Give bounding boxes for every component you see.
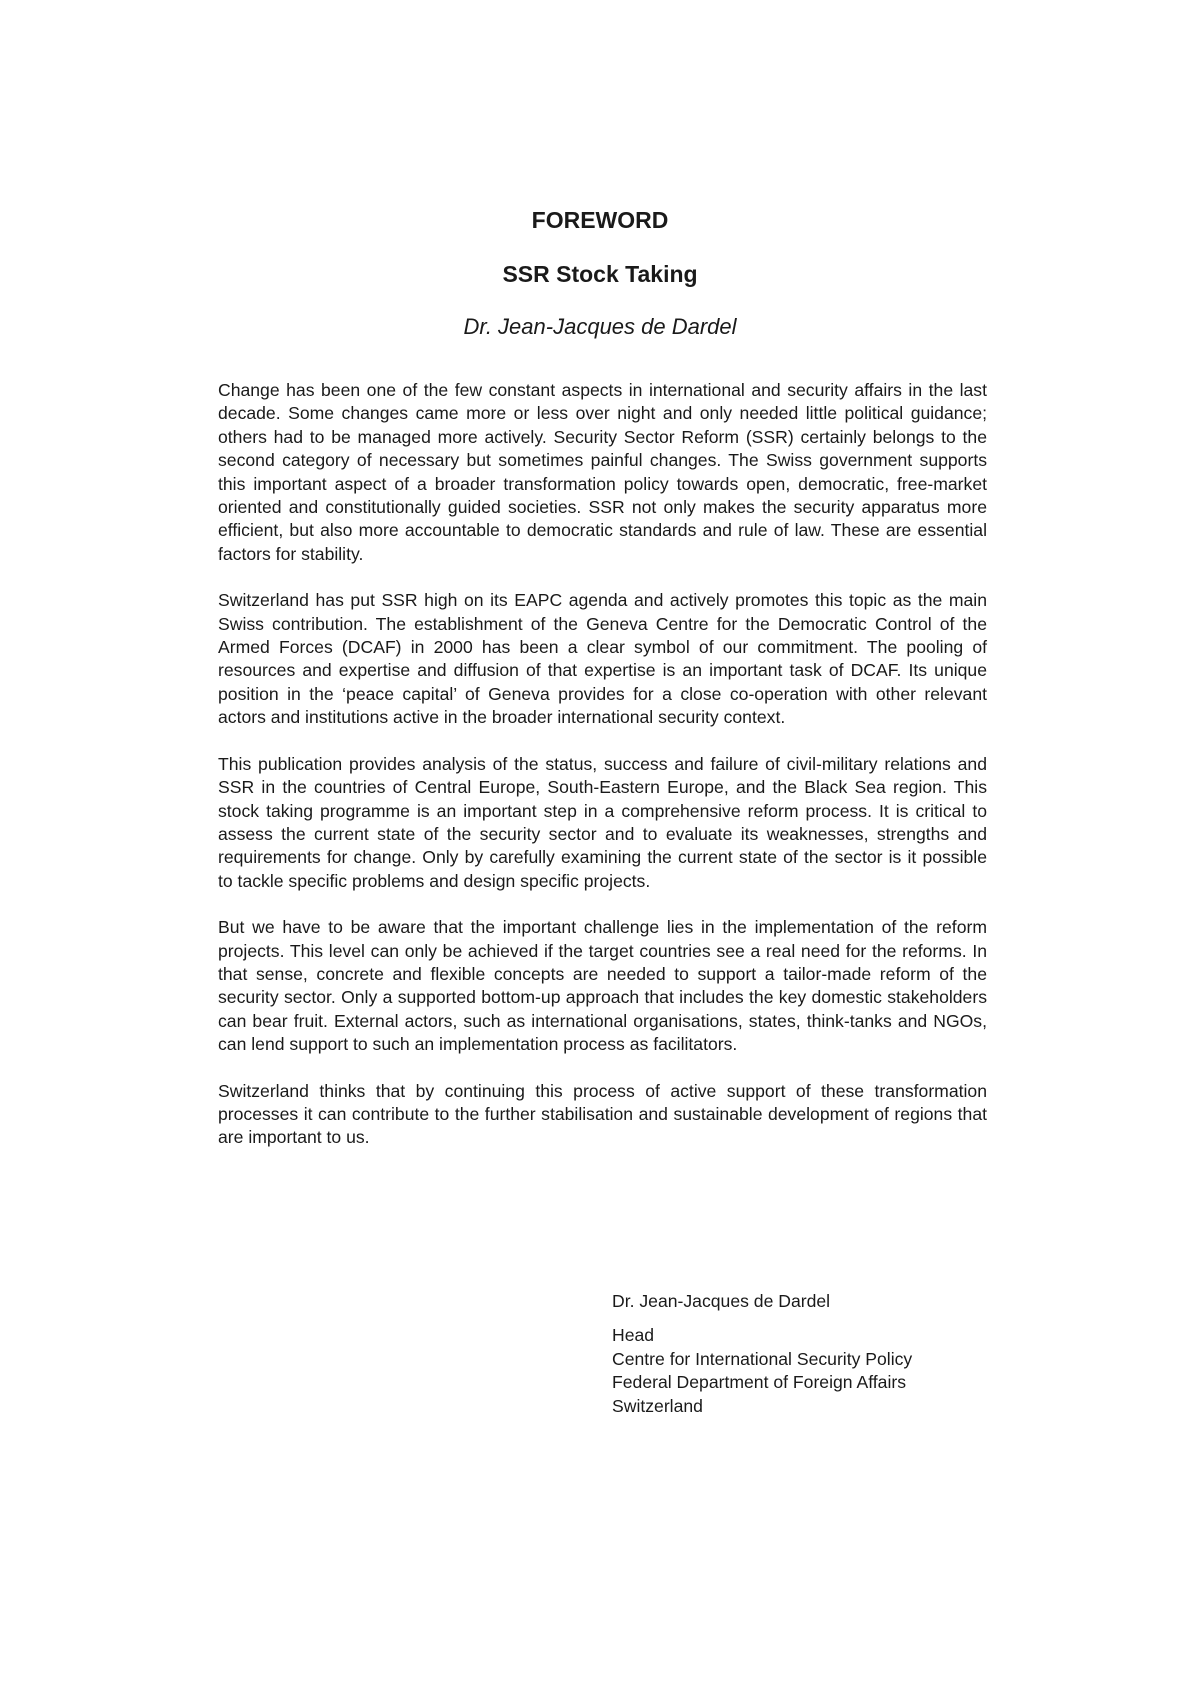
paragraph: Change has been one of the few constant aspects in international and security affairs in the last decade. Some changes came more or less over night and only needed little political guidance; others had to be managed more actively. Security Sector Reform (SSR) certainly belongs to the second category of necessary but sometimes painful changes. The Swiss government supports this important aspect of a broader transformation policy towards open, democratic, free-market oriented and constitutionally guided societies. SSR not only makes the security apparatus more efficient, but also more accountable to democratic standards and rule of law. These are essential factors for stability. (218, 380, 987, 564)
paragraph: This publication provides analysis of the status, success and failure of civil-military relations and SSR in the countries of Central Europe, South-Eastern Europe, and the Black Sea region. This stock taking programme is an important step in a comprehensive reform process. It is critical to assess the current state of the security sector and to evaluate its weaknesses, strengths and requirements for change. Only by carefully examining the current state of the sector is it possible to tackle specific problems and design specific projects. (218, 753, 987, 891)
author-line: Dr. Jean-Jacques de Dardel (463, 314, 737, 339)
paragraph: But we have to be aware that the important challenge lies in the implementation of the reform projects. This level can only be achieved if the target countries see a real need for the reforms. In that sense, concrete and flexible concepts are needed to support a tailor-made reform of the security sector. Only a supported bottom-up approach that includes the key domestic stakeholders can bear fruit. External actors, such as international organisations, states, think-tanks and NGOs, can lend support to such an implementation process as facilitators. (218, 917, 987, 1055)
paragraph: Switzerland has put SSR high on its EAPC agenda and actively promotes this topic as the main Swiss contribution. The establishment of the Geneva Centre for the Democratic Control of the Armed Forces (DCAF) in 2000 has been a clear symbol of our commitment. The pooling of resources and expertise and diffusion of that expertise is an important task of DCAF. Its unique position in the ‘peace capital’ of Geneva provides for a close co-operation with other relevant actors and institutions active in the broader international security context. (218, 590, 987, 728)
page-subtitle: SSR Stock Taking (502, 261, 698, 287)
signature-role: Head (612, 1325, 655, 1346)
signature-country: Switzerland (612, 1395, 703, 1416)
page-title: FOREWORD (531, 207, 669, 233)
signature-name: Dr. Jean-Jacques de Dardel (612, 1291, 831, 1311)
signature-block (612, 1290, 912, 1418)
signature-organisation: Centre for International Security Policy (612, 1348, 913, 1369)
paragraph: Switzerland thinks that by continuing this process of active support of these transformation processes it can contribute to the further stabilisation and sustainable development of regions that are important to us. (218, 1080, 987, 1148)
foreword-body (218, 379, 987, 1173)
signature-department: Federal Department of Foreign Affairs (612, 1372, 907, 1393)
